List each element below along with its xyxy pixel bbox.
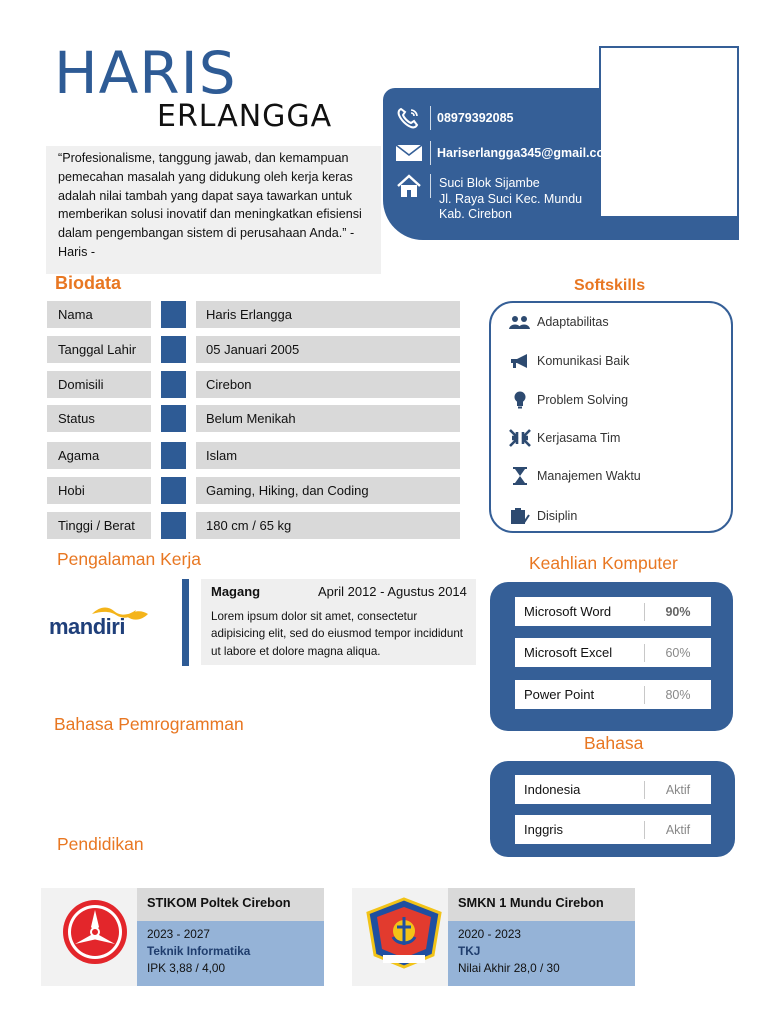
language-status: Aktif	[665, 822, 691, 837]
bio-label: Tinggi / Berat	[47, 512, 151, 539]
computer-skill-level: 60%	[665, 645, 691, 660]
languages-title: Bahasa	[584, 733, 644, 753]
bio-value: Belum Menikah	[196, 405, 460, 432]
education-details	[137, 921, 324, 986]
bio-value: Gaming, Hiking, dan Coding	[196, 477, 460, 504]
bio-marker	[161, 301, 186, 328]
smkn-logo-icon	[365, 897, 443, 969]
bio-label: Nama	[47, 301, 151, 328]
last-name: ERLANGGA	[157, 99, 333, 134]
softskill-item	[509, 507, 577, 525]
first-name: HARIS	[54, 39, 237, 107]
education-major: Teknik Informatika	[147, 944, 251, 958]
softskill-item	[509, 391, 628, 409]
bio-value: 05 Januari 2005	[196, 336, 460, 363]
softskills-panel	[489, 301, 733, 533]
language-name: Indonesia	[524, 782, 581, 797]
language-status: Aktif	[665, 782, 691, 797]
bio-marker	[161, 442, 186, 469]
education-logo-panel	[41, 888, 137, 986]
bio-value: 180 cm / 65 kg	[196, 512, 460, 539]
collaboration-icon	[509, 429, 531, 447]
education-score: Nilai Akhir 28,0 / 30	[458, 961, 560, 975]
phone-number[interactable]: 08979392085	[437, 111, 514, 125]
education-title: Pendidikan	[57, 834, 144, 854]
lightbulb-icon	[509, 391, 531, 409]
bio-marker	[161, 405, 186, 432]
experience-description: Lorem ipsum dolor sit amet, consectetur adipisicing elit, sed do eiusmod tempor incididunt ut labore et dolore magna aliqua.	[211, 610, 463, 658]
bio-label: Hobi	[47, 477, 151, 504]
experience-date: April 2012 - Agustus 2014	[318, 584, 467, 599]
language-name: Inggris	[524, 822, 564, 837]
contact-divider	[430, 174, 431, 198]
computer-skills-title: Keahlian Komputer	[529, 553, 678, 573]
contact-phone-row	[394, 105, 513, 131]
profile-photo-frame	[599, 46, 739, 218]
address-line: Jl. Raya Suci Kec. Mundu	[439, 191, 583, 206]
computer-skill-item	[515, 597, 711, 626]
education-logo-panel	[352, 888, 448, 986]
education-school: SMKN 1 Mundu Cirebon	[448, 888, 635, 921]
bio-value: Cirebon	[196, 371, 460, 398]
address-line: Kab. Cirebon	[439, 207, 512, 221]
computer-skill-level: 80%	[665, 687, 691, 702]
softskill-label: Problem Solving	[537, 393, 629, 407]
softskill-label: Adaptabilitas	[537, 315, 609, 329]
language-item	[515, 775, 711, 804]
education-years: 2023 - 2027	[147, 927, 210, 941]
education-score: IPK 3,88 / 4,00	[147, 961, 226, 975]
contact-address-row	[394, 173, 437, 199]
bio-value: Haris Erlangga	[196, 301, 460, 328]
experience-accent-bar	[182, 579, 189, 666]
home-icon	[394, 173, 424, 199]
contact-email-row	[394, 140, 615, 166]
contact-divider	[430, 141, 431, 165]
bio-value: Islam	[196, 442, 460, 469]
language-item	[515, 815, 711, 844]
contact-divider	[430, 106, 431, 130]
bio-label: Tanggal Lahir	[47, 336, 151, 363]
email-address[interactable]: Hariserlangga345@gmail.com	[437, 146, 616, 160]
address-block	[439, 176, 582, 223]
softskill-label: Manajemen Waktu	[537, 469, 641, 483]
education-details	[448, 921, 635, 986]
experience-title: Pengalaman Kerja	[57, 549, 201, 569]
softskill-label: Komunikasi Baik	[537, 354, 630, 368]
bio-label: Status	[47, 405, 151, 432]
megaphone-icon	[509, 352, 531, 370]
computer-skill-item	[515, 638, 711, 667]
programming-title: Bahasa Pemrogramman	[54, 714, 244, 734]
clipboard-check-icon	[509, 507, 531, 525]
computer-skill-item	[515, 680, 711, 709]
envelope-icon	[394, 140, 424, 166]
personal-quote: “Profesionalisme, tanggung jawab, dan kemampuan pemecahan masalah yang didukung oleh kerja keras adalah nilai tambah yang dapat saya tawarkan untuk memberikan solusi inovatif dan meningkatkan efisiensi dalam pengembangan sistem di perusahaan Anda.” - Haris -	[46, 146, 381, 274]
address-line: Suci Blok Sijambe	[439, 176, 540, 190]
softskill-label: Disiplin	[537, 509, 578, 523]
education-years: 2020 - 2023	[458, 927, 521, 941]
computer-skill-name: Microsoft Excel	[524, 645, 613, 660]
softskill-item	[509, 429, 620, 447]
hourglass-icon	[509, 467, 531, 485]
stikom-logo-icon	[62, 899, 128, 965]
softskill-item	[509, 467, 641, 485]
education-major: TKJ	[458, 944, 481, 958]
bio-marker	[161, 336, 186, 363]
bio-marker	[161, 512, 186, 539]
phone-icon	[394, 105, 424, 131]
mandiri-logo	[48, 602, 160, 642]
computer-skill-name: Microsoft Word	[524, 604, 612, 619]
softskills-title: Softskills	[574, 277, 646, 294]
bio-label: Domisili	[47, 371, 151, 398]
softskill-item	[509, 313, 609, 331]
people-group-icon	[509, 313, 531, 331]
experience-role: Magang	[211, 584, 261, 599]
mandiri-logo-text: mandiri	[49, 614, 125, 639]
computer-skill-level: 90%	[665, 604, 691, 619]
bio-marker	[161, 477, 186, 504]
bio-label: Agama	[47, 442, 151, 469]
softskill-item	[509, 352, 629, 370]
computer-skill-name: Power Point	[524, 687, 595, 702]
bio-marker	[161, 371, 186, 398]
softskill-label: Kerjasama Tim	[537, 431, 621, 445]
biodata-title: Biodata	[55, 273, 122, 293]
education-school: STIKOM Poltek Cirebon	[137, 888, 324, 921]
